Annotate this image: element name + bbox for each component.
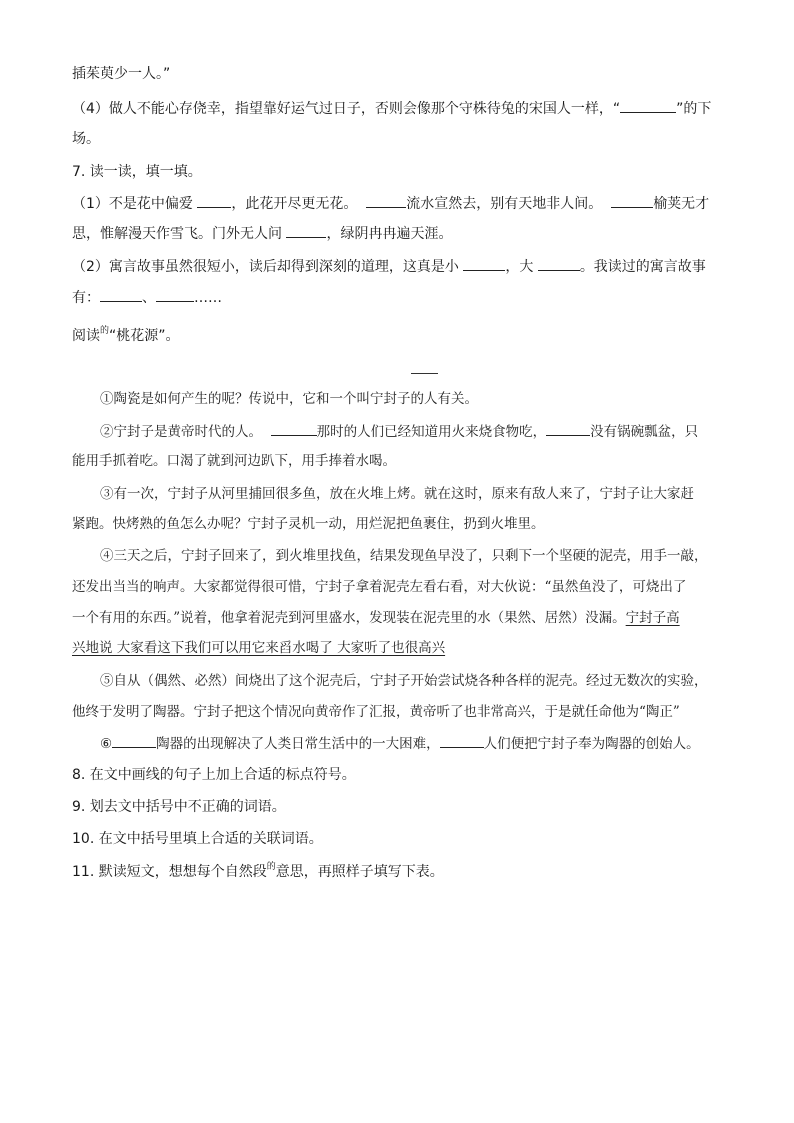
q7-item1-line2: 思，惟解漫天作雪飞。门外无人问 ，绿阴冉冉遍天涯。 <box>72 223 452 244</box>
answer-blank[interactable] <box>620 98 676 113</box>
passage-paragraph-4-line3: 一个有用的东西。”说着，他拿着泥壳到河里盛水，发现装在泥壳里的水（果然、居然）没漏。宁封子高 <box>72 610 680 626</box>
answer-blank[interactable] <box>611 193 653 208</box>
q7-title: 7. 读一读，填一填。 <box>72 164 202 180</box>
underlined-sentence: 宁封子高 <box>625 610 680 626</box>
answer-blank[interactable] <box>440 733 484 748</box>
question-11: 11. 默读短文，想想每个自然段$^的$意思，再照样子填写下表。 <box>72 862 444 880</box>
answer-blank[interactable] <box>156 287 194 302</box>
underlined-sentence: 兴地说 大家看这下我们可以用它来舀水喝了 大家听了也很高兴 <box>72 640 446 656</box>
passage-paragraph-4-line1: ④三天之后，宁封子回来了，到火堆里找鱼，结果发现鱼早没了，只剩下一个坚硬的泥壳，用手一敲， <box>100 548 708 564</box>
answer-blank[interactable] <box>100 287 142 302</box>
passage-paragraph-2-line2: 能用手抓着吃。口渴了就到河边趴下，用手捧着水喝。 <box>72 453 396 469</box>
passage-paragraph-6: ⑥ 陶器的出现解决了人类日常生活中的一大困难， 人们便把宁封子奉为陶器的创始人。 <box>72 733 756 754</box>
title-blank-line[interactable] <box>411 373 438 374</box>
q7-item1-line1: （1）不是花中偏爱 ，此花开尽更无花。 流水宣然去，别有天地非人间。 榆荚无才 <box>72 193 709 214</box>
question-10: 10. 在文中括号里填上合适的关联词语。 <box>72 831 323 847</box>
passage-paragraph-3-line2: 紧跑。快烤熟的鱼怎么办呢？宁封子灵机一动，用烂泥把鱼裹住，扔到火堆里。 <box>72 516 545 532</box>
answer-blank[interactable] <box>197 193 231 208</box>
passage-paragraph-2-line1: ②宁封子是黄帝时代的人。 那时的人们已经知道用火来烧食物吃， 没有锅碗瓢盆，只 <box>72 421 756 442</box>
passage-paragraph-5-line1: ⑤自从（偶然、必然）间烧出了这个泥壳后，宁封子开始尝试烧各种各样的泥壳。经过无数次的实验， <box>100 673 708 689</box>
q6-item4-line1: （4）做人不能心存侥幸，指望靠好运气过日子，否则会像那个守株待兔的宋国人一样，“ ”的下 <box>72 98 711 119</box>
answer-blank[interactable] <box>366 193 406 208</box>
question-9: 9. 划去文中括号中不正确的词语。 <box>72 799 286 815</box>
reading-intro: 阅读$^的$“桃花源”。 <box>72 326 180 344</box>
q6-tail: 插茱萸少一人。” <box>72 66 171 82</box>
passage-paragraph-4-line2: 还发出当当的响声。大家都觉得很可惜，宁封子拿着泥壳左看右看，对大伙说：“虽然鱼没了，可烧出了 <box>72 579 687 595</box>
answer-blank[interactable] <box>538 256 580 271</box>
question-8: 8. 在文中画线的句子上加上合适的标点符号。 <box>72 767 356 783</box>
passage-paragraph-1: ①陶瓷是如何产生的呢？传说中，它和一个叫宁封子的人有关。 <box>100 391 478 407</box>
passage-paragraph-5-line2: 他终于发明了陶器。宁封子把这个情况向黄帝作了汇报，黄帝听了也非常高兴，于是就任命他为“陶正” <box>72 704 680 720</box>
answer-blank[interactable] <box>463 256 505 271</box>
q6-item4-line2: 场。 <box>72 131 100 147</box>
answer-blank[interactable] <box>546 421 590 436</box>
passage-paragraph-4-line4 <box>72 638 728 658</box>
q7-item2-line2: 有： 、 …… <box>72 287 222 308</box>
passage-paragraph-3-line1: ③有一次，宁封子从河里捕回很多鱼，放在火堆上烤。就在这时，原来有敌人来了，宁封子让大家赶 <box>100 486 694 502</box>
answer-blank[interactable] <box>112 733 156 748</box>
q7-item2-line1: （2）寓言故事虽然很短小，读后却得到深刻的道理，这真是小 ，大 。我读过的寓言故事 <box>72 256 706 277</box>
answer-blank[interactable] <box>286 223 326 238</box>
answer-blank[interactable] <box>271 421 317 436</box>
